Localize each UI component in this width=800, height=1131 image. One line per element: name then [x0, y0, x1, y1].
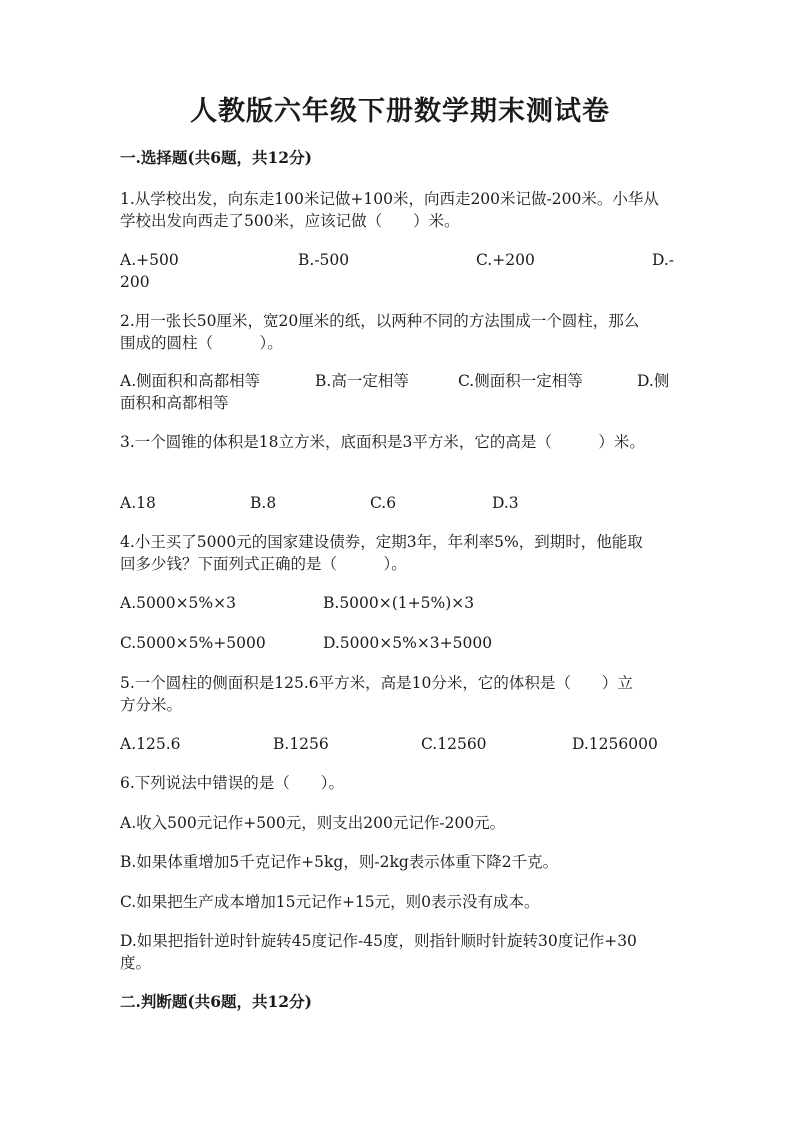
question-6-option-d-wrap: 度。 — [120, 954, 152, 972]
question-4-option-c: C.5000×5%+5000 — [120, 634, 266, 652]
question-1-option-a: A.+500 — [120, 251, 179, 269]
question-3-option-c: C.6 — [370, 494, 397, 512]
question-1-line-1: 1.从学校出发，向东走100米记做+100米，向西走200米记做-200米。小华从 — [120, 190, 659, 208]
question-6-option-a: A.收入500元记作+500元，则支出200元记作-200元。 — [120, 814, 506, 832]
question-1-option-d: D.- — [652, 251, 675, 269]
question-3-option-d: D.3 — [492, 494, 519, 512]
question-5-option-a: A.125.6 — [120, 735, 181, 753]
question-1-line-2: 学校出发向西走了500米，应该记做（ ）米。 — [120, 212, 460, 230]
question-1-option-b: B.-500 — [298, 251, 350, 269]
question-4-option-b: B.5000×(1+5%)×3 — [323, 594, 475, 612]
question-4-option-a: A.5000×5%×3 — [120, 594, 236, 612]
question-2-option-d: D.侧 — [637, 372, 670, 390]
question-6-option-c: C.如果把生产成本增加15元记作+15元，则0表示没有成本。 — [120, 893, 540, 911]
question-1-option-d-wrap: 200 — [120, 273, 150, 291]
question-2-line-2: 围成的圆柱（ ）。 — [120, 334, 283, 352]
section-heading-choice: 一.选择题(共6题，共12分) — [120, 148, 312, 167]
question-5-option-d: D.1256000 — [572, 735, 658, 753]
question-3-option-a: A.18 — [120, 494, 156, 512]
question-5-line-2: 方分米。 — [120, 696, 183, 714]
question-3-option-b: B.8 — [250, 494, 277, 512]
question-4-line-1: 4.小王买了5000元的国家建设债券，定期3年，年利率5%，到期时，他能取 — [120, 533, 643, 551]
question-4-option-d: D.5000×5%×3+5000 — [323, 634, 493, 652]
question-4-line-2: 回多少钱？下面列式正确的是（ ）。 — [120, 555, 407, 573]
question-2-option-a: A.侧面积和高都相等 — [120, 372, 261, 390]
question-3-line-1: 3.一个圆锥的体积是18立方米，底面积是3平方米，它的高是（ ）米。 — [120, 433, 645, 451]
question-2-line-1: 2.用一张长50厘米，宽20厘米的纸，以两种不同的方法围成一个圆柱，那么 — [120, 312, 640, 330]
question-6-line-1: 6.下列说法中错误的是（ ）。 — [120, 774, 345, 792]
question-5-option-c: C.12560 — [421, 735, 487, 753]
question-6-option-d: D.如果把指针逆时针旋转45度记作-45度，则指针顺时针旋转30度记作+30 — [120, 932, 637, 950]
question-1-option-c: C.+200 — [476, 251, 535, 269]
section-heading-judgement: 二.判断题(共6题，共12分) — [120, 992, 312, 1011]
question-5-option-b: B.1256 — [273, 735, 329, 753]
page-title: 人教版六年级下册数学期末测试卷 — [190, 96, 610, 127]
question-5-line-1: 5.一个圆柱的侧面积是125.6平方米，高是10分米，它的体积是（ ）立 — [120, 674, 633, 692]
question-6-option-b: B.如果体重增加5千克记作+5kg，则-2kg表示体重下降2千克。 — [120, 853, 559, 871]
question-2-option-b: B.高一定相等 — [315, 372, 409, 390]
question-2-option-d-wrap: 面积和高都相等 — [120, 394, 229, 412]
question-2-option-c: C.侧面积一定相等 — [458, 372, 583, 390]
